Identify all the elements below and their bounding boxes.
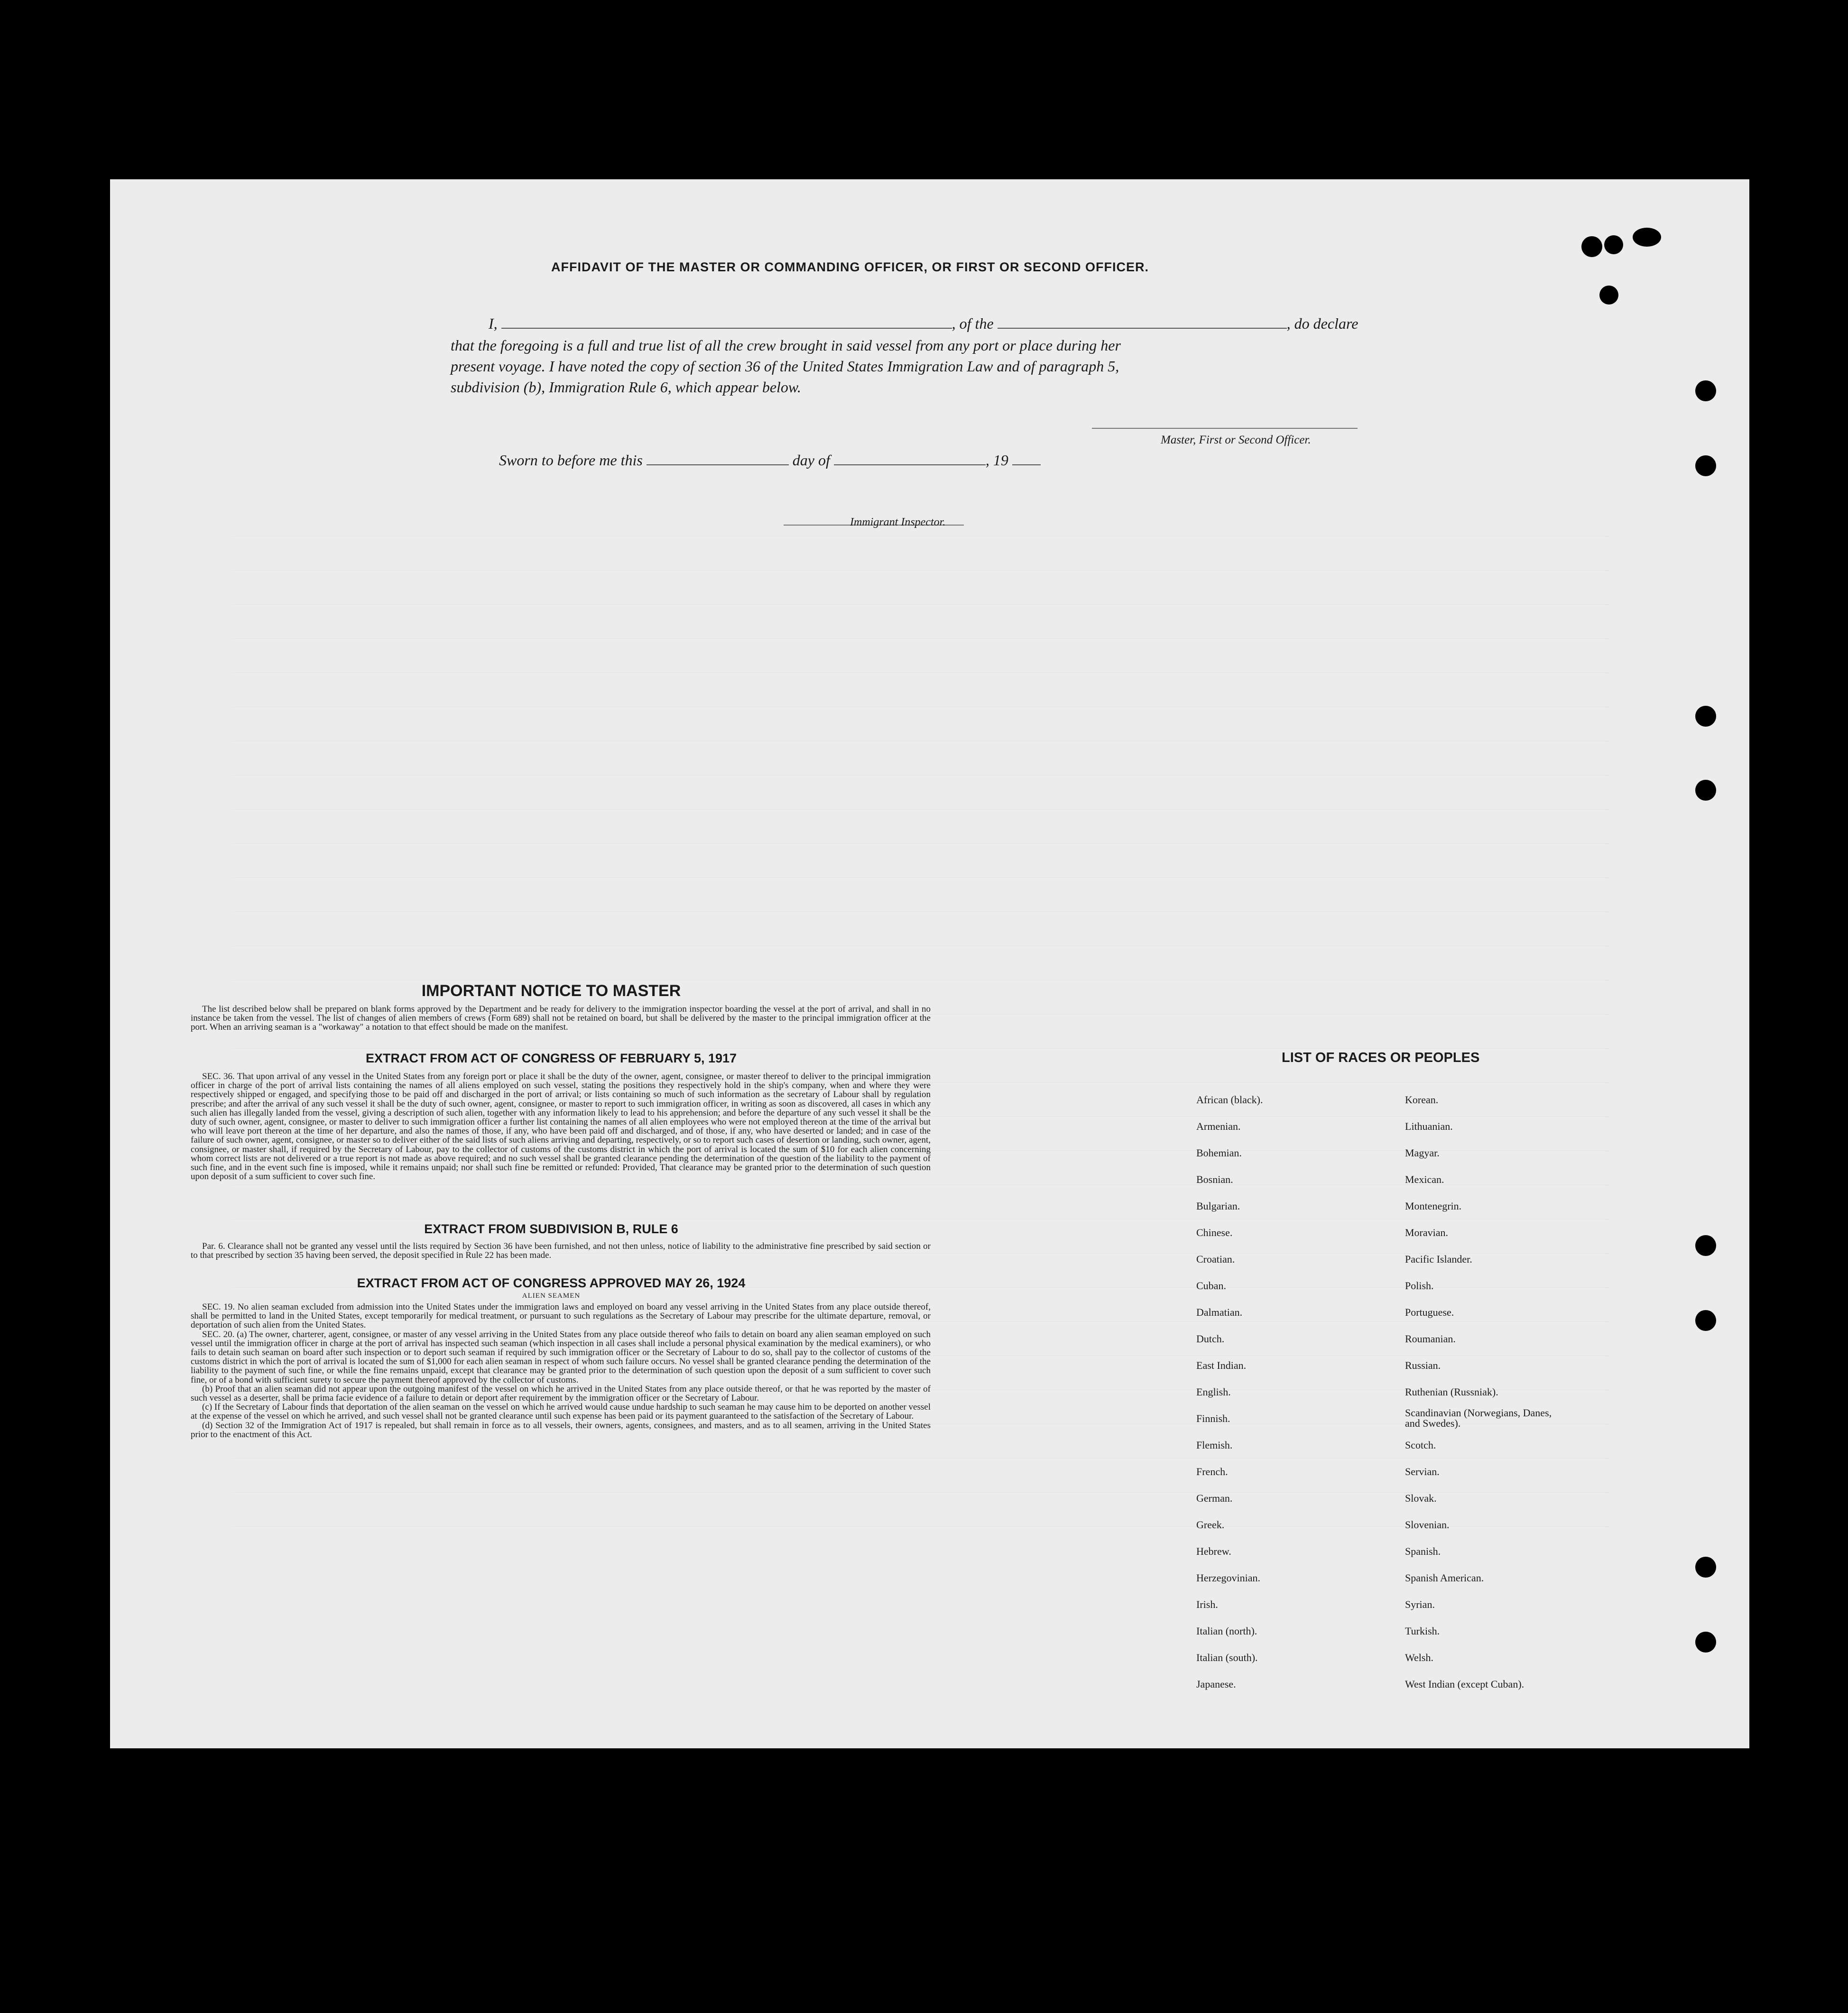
bleed-through-row <box>233 604 1609 615</box>
race-item: Spanish. <box>1405 1545 1441 1557</box>
bleed-through-row <box>233 809 1609 820</box>
punch-hole <box>1633 228 1661 247</box>
race-item: Croatian. <box>1196 1253 1235 1265</box>
race-item: Hebrew. <box>1196 1545 1231 1557</box>
bleed-through-row <box>233 673 1609 683</box>
punch-hole <box>1695 1235 1716 1256</box>
sec-19-paragraph: SEC. 19. No alien seaman excluded from admission into the United States under the immigration laws and employed on board any vessel arriving in the United States from any place outside thereof, shall be permitted to land in the United States, except temporarily for medical treatment, or pursuant to such regulations as the Secretary of Labour may prescribe for the ultimate departure, removal, or deportation of such alien from the United States. <box>191 1302 931 1330</box>
sworn-line <box>499 452 1041 469</box>
notice-text <box>191 1005 931 1032</box>
punch-hole <box>1695 780 1716 801</box>
race-item: Welsh. <box>1405 1652 1433 1663</box>
sworn-day-blank <box>647 455 789 465</box>
extract-1917-title: EXTRACT FROM ACT OF CONGRESS OF FEBRUARY 5, 1917 <box>365 1051 737 1065</box>
race-item: German. <box>1196 1492 1233 1504</box>
extract-1917-text <box>191 1072 931 1181</box>
race-item: Japanese. <box>1196 1678 1236 1690</box>
race-item: Herzegovinian. <box>1196 1572 1260 1584</box>
sworn-label: Sworn to before me this <box>499 452 643 469</box>
punch-hole <box>1695 1557 1716 1578</box>
race-item: East Indian. <box>1196 1359 1247 1371</box>
race-item: Chinese. <box>1196 1227 1233 1238</box>
race-item: Bohemian. <box>1196 1147 1242 1159</box>
affidavit-title: AFFIDAVIT OF THE MASTER OR COMMANDING OFFICER, OR FIRST OR SECOND OFFICER. <box>551 260 1149 274</box>
punch-hole <box>1695 706 1716 727</box>
rule6-text <box>191 1242 931 1260</box>
race-item: Dalmatian. <box>1196 1306 1243 1318</box>
bleed-through-row <box>233 741 1609 752</box>
bleed-through-row <box>233 946 1609 957</box>
race-item: Ruthenian (Russniak). <box>1405 1386 1498 1398</box>
race-item: Italian (south). <box>1196 1652 1258 1663</box>
race-item: Slovak. <box>1405 1492 1437 1504</box>
race-item: Finnish. <box>1196 1413 1230 1424</box>
race-item: Moravian. <box>1405 1227 1449 1238</box>
race-item: Greek. <box>1196 1519 1225 1531</box>
sworn-year-blank <box>1012 455 1041 465</box>
notice-paragraph: The list described below shall be prepared on blank forms approved by the Department and be ready for delivery to the immigration inspector boarding the vessel at the port of arrival, and shall in no instance be taken from the vessel. The list of changes of alien members of crews (Form 689) shall not be retained on board, but shall be delivered by the master to the principal immigration officer at the port. When an arriving seaman is a "workaway" a notation to that effect should be made on the manifest. <box>191 1004 931 1033</box>
bleed-through-row <box>233 536 1609 547</box>
race-item: Cuban. <box>1196 1280 1226 1292</box>
extract-1924-text <box>191 1302 931 1439</box>
bleed-through-row <box>233 843 1609 854</box>
bleed-through-row <box>233 912 1609 923</box>
punch-hole <box>1581 236 1602 257</box>
declaration-line-1 <box>475 315 1509 332</box>
master-label: Master, First or Second Officer. <box>1161 434 1311 446</box>
punch-hole <box>1695 455 1716 476</box>
sec-20b-paragraph: (b) Proof that an alien seaman did not appear upon the outgoing manifest of the vessel on which he arrived in the United States from any place outside thereof, or that he was reported by the master of such vessel as a deserter, shall be prima facie evidence of a failure to detain or deport after requirement by the immigration officer or the Secretary of Labour. <box>191 1384 931 1404</box>
race-item: Montenegrin. <box>1405 1200 1462 1212</box>
rule6-paragraph: Par. 6. Clearance shall not be granted any vessel until the lists required by Section 36 have been furnished, and not then unless, notice of liability to the administrative fine prescribed by said section or to that prescribed by section 35 having been served, the deposit specified in Rule 22 has been made. <box>191 1241 931 1261</box>
punch-hole <box>1695 1310 1716 1331</box>
bleed-through-row <box>233 707 1609 718</box>
race-item: Polish. <box>1405 1280 1434 1292</box>
document-page <box>110 179 1749 1748</box>
vessel-blank <box>998 318 1287 329</box>
day-of-label: day of <box>792 452 830 469</box>
do-declare-label: , do declare <box>1286 315 1358 332</box>
race-item: Bulgarian. <box>1196 1200 1240 1212</box>
race-item: Irish. <box>1196 1598 1218 1610</box>
bleed-through-row <box>233 570 1609 581</box>
race-item: Pacific Islander. <box>1405 1253 1472 1265</box>
punch-hole <box>1695 1632 1716 1653</box>
alien-seamen-subtitle: ALIEN SEAMEN <box>522 1292 581 1300</box>
race-item: Mexican. <box>1405 1173 1444 1185</box>
race-item: African (black). <box>1196 1094 1263 1106</box>
bleed-through-row <box>233 1458 1609 1469</box>
declaration-line-3: present voyage. I have noted the copy of section 36 of the United States Immigration Law and of paragraph 5, <box>451 358 1119 375</box>
bleed-through-row <box>233 638 1609 649</box>
punch-hole <box>1695 380 1716 401</box>
bleed-through-row <box>233 775 1609 786</box>
notice-title: IMPORTANT NOTICE TO MASTER <box>421 982 681 1000</box>
extract-1924-title: EXTRACT FROM ACT OF CONGRESS APPROVED MAY 26, 1924 <box>357 1276 746 1290</box>
name-blank <box>501 318 952 329</box>
bleed-through-row <box>233 877 1609 888</box>
race-item: Roumanian. <box>1405 1333 1456 1345</box>
year-label: , 19 <box>985 452 1008 469</box>
declaration-line-4: subdivision (b), Immigration Rule 6, which appear below. <box>451 379 801 396</box>
bleed-through-row <box>233 1185 1609 1196</box>
rule6-title: EXTRACT FROM SUBDIVISION B, RULE 6 <box>424 1222 678 1236</box>
race-item: Dutch. <box>1196 1333 1225 1345</box>
race-item: Spanish American. <box>1405 1572 1484 1584</box>
race-item: Scandinavian (Norwegians, Danes, and Swedes). <box>1405 1407 1552 1429</box>
race-item: Servian. <box>1405 1466 1440 1477</box>
declaration-line-2: that the foregoing is a full and true list of all the crew brought in said vessel from any port or place during her <box>451 337 1121 354</box>
race-item: Portuguese. <box>1405 1306 1454 1318</box>
race-item: Bosnian. <box>1196 1173 1233 1185</box>
of-the-label: , of the <box>952 315 994 332</box>
race-item: English. <box>1196 1386 1231 1398</box>
sec-20c-paragraph: (c) If the Secretary of Labour finds that deportation of the alien seaman on the vessel on which he arrived would cause undue hardship to such seaman he may cause him to be deported on another vessel at the expense of the vessel on which he arrived, and such vessel shall not be granted clearance until such expense has been paid or its payment guaranteed to the satisfaction of the Secretary of Labour. <box>191 1402 931 1422</box>
race-item: Russian. <box>1405 1359 1441 1371</box>
bleed-through-row <box>233 1526 1609 1537</box>
races-title: LIST OF RACES OR PEOPLES <box>1282 1050 1480 1065</box>
sec-20a-paragraph: SEC. 20. (a) The owner, charterer, agent, consignee, or master of any vessel arriving in the United States from any place outside thereof who fails to detain on board any alien seaman employed on such vessel until the immigration officer in charge at the port of arrival has inspected such seaman (which inspection in all cases shall include a personal physical examination by the medical examiners), or who fails to detain such seaman on board after such inspection or to deport such seaman if required by such immigration officer or the Secretary of Labour to do so, shall pay to the collector of customs of the customs district in which the port of arrival is located the sum of $1,000 for each alien seaman in respect of whom such failure occurs. No vessel shall be granted clearance pending the determination of the liability to the payment of such fine, or while the fine remains unpaid, except that clearance may be granted prior to the determination of such question upon the deposit of a sum sufficient to cover such fine, or of a bond with sufficient surety to secure the payment thereof approved by the collector of customs. <box>191 1329 931 1385</box>
race-item: Korean. <box>1405 1094 1439 1106</box>
punch-hole <box>1604 235 1623 254</box>
race-item: French. <box>1196 1466 1228 1477</box>
section-36-paragraph: SEC. 36. That upon arrival of any vessel in the United States from any foreign port or place it shall be the duty of the owner, agent, consignee, or master thereof to deliver to the principal immigration officer in charge of the port of arrival lists containing the names of all aliens employed on such vessel, stating the positions they respectively hold in the ship's company, when and where they were respectively shipped or engaged, and specifying those to be paid off and discharged in the port of arrival; or lists containing so much of such information as the secretary of Labour shall by regulation prescribe; and after the arrival of any such vessel it shall be the duty of such owner, agent, consignee, or master to report to such immigration officer, in writing as soon as discovered, all cases in which any such alien has illegally landed from the vessel, giving a description of such alien, together with any information likely to lead to his apprehension; and before the departure of any such vessel it shall be the duty of such owner, agent, consignee, or master to deliver to such immigration officer a further list containing the names of all alien employees who were not employed thereon at the time of the arrival but who will leave port thereon at the time of her departure, and also the names of those, if any, who have been paid off and discharged, and of those, if any, who have deserted or landed; and in case of the failure of such owner, agent, consignee, or master so to deliver either of the said lists of such aliens arriving and departing, respectively, or so to report such cases of desertion or landing, such owner, agent, consignee, or master shall, if required by the Secretary of Labour, pay to the collector of customs of the customs district in which the port of arrival is located the sum of $10 for each alien concerning whom correct lists are not delivered or a true report is not made as above required; and no such vessel shall be granted clearance pending the determination of the question of the liability to the payment of such fine, and in the event such fine is imposed, while it remains unpaid; nor shall such fine be remitted or refunded: Provided, That clearance may be granted prior to the determination of such question upon deposit of a sum sufficient to cover such fine. <box>191 1071 931 1182</box>
race-item: Turkish. <box>1405 1625 1440 1637</box>
race-item: Syrian. <box>1405 1598 1435 1610</box>
master-signature-line <box>1092 428 1358 429</box>
race-item: Slovenian. <box>1405 1519 1450 1531</box>
race-item: West Indian (except Cuban). <box>1405 1678 1525 1690</box>
race-item: Scotch. <box>1405 1439 1436 1451</box>
race-item: Lithuanian. <box>1405 1120 1453 1132</box>
declarant-label: I, <box>489 315 498 332</box>
sec-20d-paragraph: (d) Section 32 of the Immigration Act of 1917 is repealed, but shall remain in force as to all vessels, their owners, agents, consignees, and masters, and as to all seamen, arriving in the United States prior to the enactment of this Act. <box>191 1420 931 1440</box>
race-item: Magyar. <box>1405 1147 1440 1159</box>
race-item: Flemish. <box>1196 1439 1233 1451</box>
race-item: Armenian. <box>1196 1120 1241 1132</box>
inspector-label: Immigrant Inspector. <box>850 516 946 528</box>
sworn-month-blank <box>834 455 986 465</box>
race-item: Italian (north). <box>1196 1625 1257 1637</box>
bleed-through-row <box>233 1492 1609 1503</box>
punch-hole <box>1599 286 1618 305</box>
